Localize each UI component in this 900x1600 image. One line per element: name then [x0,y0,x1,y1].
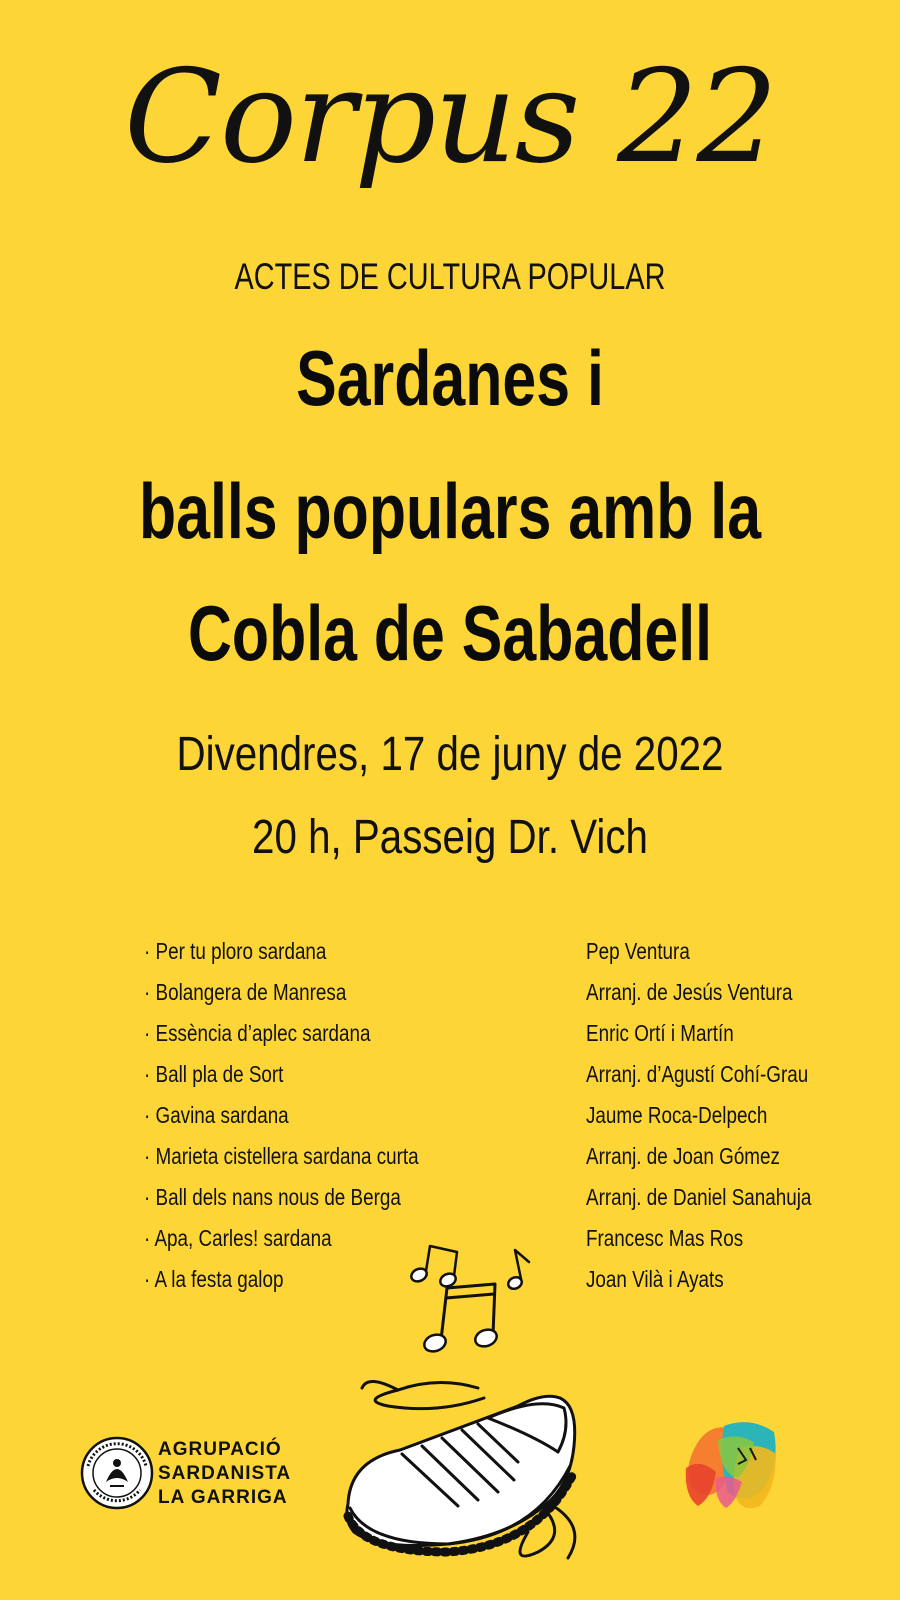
agrupacio-line-1: AGRUPACIÓ [158,1439,282,1460]
program-composer: Arranj. de Daniel Sanahuja [586,1184,812,1210]
program-composer: Jaume Roca-Delpech [586,1102,768,1128]
agrupacio-line-2: SARDANISTA [158,1463,292,1484]
program-piece: · A la festa galop [144,1266,284,1292]
headline-line-1: Sardanes i [296,334,604,422]
program-composer: Arranj. de Joan Gómez [586,1143,780,1169]
program-item [144,1184,834,1225]
program-composer: Arranj. d’Agustí Cohí-Grau [586,1061,809,1087]
program-piece: · Gavina sardana [144,1102,289,1128]
music-notes-icon [405,1240,545,1360]
agrupacio-line-3: LA GARRIGA [158,1487,288,1508]
headline-line-2: balls populars amb la [138,467,762,555]
program-composer: Enric Ortí i Martín [586,1020,734,1046]
espadrille-shoe-icon [338,1376,588,1572]
agrupacio-name [158,1438,291,1510]
agrupacio-logo [80,1436,300,1512]
program-item [144,1020,834,1061]
culture-masks-logo [680,1418,780,1514]
program-item [144,1143,834,1184]
program-piece: · Per tu ploro sardana [144,938,327,964]
program-item [144,979,834,1020]
program-composer: Pep Ventura [586,938,690,964]
program-composer: Francesc Mas Ros [586,1225,744,1251]
headline-line-3: Cobla de Sabadell [187,589,713,677]
program-piece: · Ball dels nans nous de Berga [144,1184,401,1210]
program-piece: · Ball pla de Sort [144,1061,284,1087]
program-item [144,1102,834,1143]
agrupacio-seal-icon [80,1436,154,1510]
event-subtitle: ACTES DE CULTURA POPULAR [234,256,666,297]
program-piece: · Marieta cistellera sardana curta [144,1143,419,1169]
program-item [144,1061,834,1102]
event-title: Corpus 22 [124,43,776,192]
event-date: Divendres, 17 de juny de 2022 [176,728,724,781]
program-piece: · Apa, Carles! sardana [144,1225,332,1251]
program-item [144,938,834,979]
program-composer: Joan Vilà i Ayats [586,1266,724,1292]
program-composer: Arranj. de Jesús Ventura [586,979,793,1005]
event-time-place: 20 h, Passeig Dr. Vich [252,811,648,864]
program-piece: · Essència d’aplec sardana [144,1020,371,1046]
program-piece: · Bolangera de Manresa [144,979,347,1005]
